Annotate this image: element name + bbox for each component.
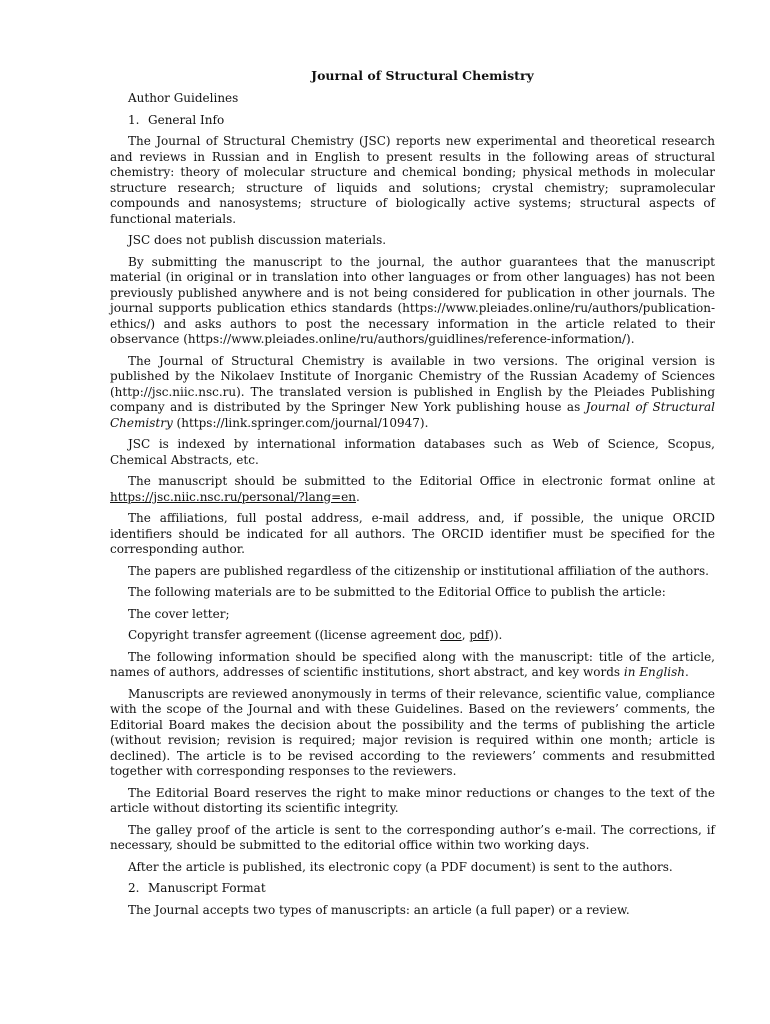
section-heading-general-info [128, 113, 715, 129]
paragraph-review: Manuscripts are reviewed anonymously in terms of their relevance, scientific value, compliance with the scope of the Journal and with these Guidelines. Based on the reviewers’ comments, the Editorial Board makes the decision about the possibility and the terms of publishing the article (without revision; revision is required; major revision is required within one month; article is declined). The article is to be revised according to the reviewers’ comments and resubmitted together with corresponding responses to the reviewers. [110, 686, 715, 778]
section-number: 2. [128, 881, 140, 895]
section-label: General Info [148, 112, 225, 127]
section-label: Manuscript Format [148, 881, 266, 895]
paragraph-indexing: JSC is indexed by international information databases such as Web of Science, Scopus, Chemical Abstracts, etc. [110, 437, 715, 467]
paragraph-citizenship: The papers are published regardless of the citizenship or institutional affiliation of the authors. [128, 563, 709, 578]
paragraph-originality: By submitting the manuscript to the journal, the author guarantees that the manuscript material (in original or in translation into other languages or from other languages) has not been previously published anywhere and is not being considered for publication in other journals. The journal supports publication ethics standards (https://www.pleiades.online/ru/authors/publication-ethics/) and asks authors to post the necessary information in the article related to their observance (https://www.pleiades.online/ru/authors/guidlines/reference-information/). [110, 254, 715, 346]
paragraph-affiliations: The affiliations, full postal address, e-mail address, and, if possible, the unique ORCID identifiers should be indicated for all authors. The ORCID identifier must be specified for the corresponding author. [110, 511, 715, 556]
in-english-italic: in English [623, 665, 686, 679]
paragraph-submission: The manuscript should be submitted to the Editorial Office in electronic format online at https://jsc.niic.nsc.ru/personal/?lang=en. [110, 474, 715, 504]
author-guidelines-heading: Author Guidelines [128, 91, 239, 105]
paragraph-electronic-copy: After the article is published, its electronic copy (a PDF document) is sent to the authors. [128, 859, 673, 874]
license-pdf-link[interactable]: pdf [469, 628, 490, 642]
section-number: 1. [128, 112, 140, 127]
license-doc-link[interactable]: doc [440, 628, 462, 642]
paragraph-required-info: The following information should be specified along with the manuscript: title of the article, names of authors, addresses of scientific institutions, short abstract, and key words in English. [110, 649, 715, 679]
paragraph-galley-proof: The galley proof of the article is sent to the corresponding author’s e-mail. The corrections, if necessary, should be submitted to the editorial office within two working days. [110, 822, 715, 852]
section-heading-manuscript-format [128, 881, 715, 897]
paragraph-versions: The Journal of Structural Chemistry is available in two versions. The original version is published by the Nikolaev Institute of Inorganic Chemistry of the Russian Academy of Sciences (http://jsc.niic.nsc.ru). The translated version is published in English by the Pleiades Publishing company and is distributed by the Springer New York publishing house as Journal of Structural Chemistry (https://link.springer.com/journal/10947). [110, 353, 715, 430]
paragraph-scope: The Journal of Structural Chemistry (JSC) reports new experimental and theoretical research and reviews in Russian and in English to present results in the following areas of structural chemistry: theory of molecular structure and chemical bonding; physical methods in molecular structure research; structure of liquids and solutions; crystal chemistry; supramolecular compounds and nanosystems; structure of biologically active systems; structural aspects of functional materials. [110, 134, 715, 226]
page-title: Journal of Structural Chemistry [311, 68, 534, 83]
paragraph-copyright: Copyright transfer agreement ((license agreement doc, pdf)). [128, 628, 503, 642]
paragraph-manuscript-types: The Journal accepts two types of manuscripts: an article (a full paper) or a review. [128, 902, 630, 917]
paragraph-discussion: JSC does not publish discussion materials. [128, 233, 387, 247]
paragraph-editorial-rights: The Editorial Board reserves the right to make minor reductions or changes to the text of the article without distorting its scientific integrity. [110, 785, 715, 815]
submission-link[interactable]: https://jsc.niic.nsc.ru/personal/?lang=en [110, 489, 357, 504]
paragraph-cover-letter: The cover letter; [128, 606, 230, 621]
journal-name-italic: Journal of Structural Chemistry [110, 400, 715, 430]
paragraph-materials: The following materials are to be submitted to the Editorial Office to publish the article: [128, 585, 666, 599]
